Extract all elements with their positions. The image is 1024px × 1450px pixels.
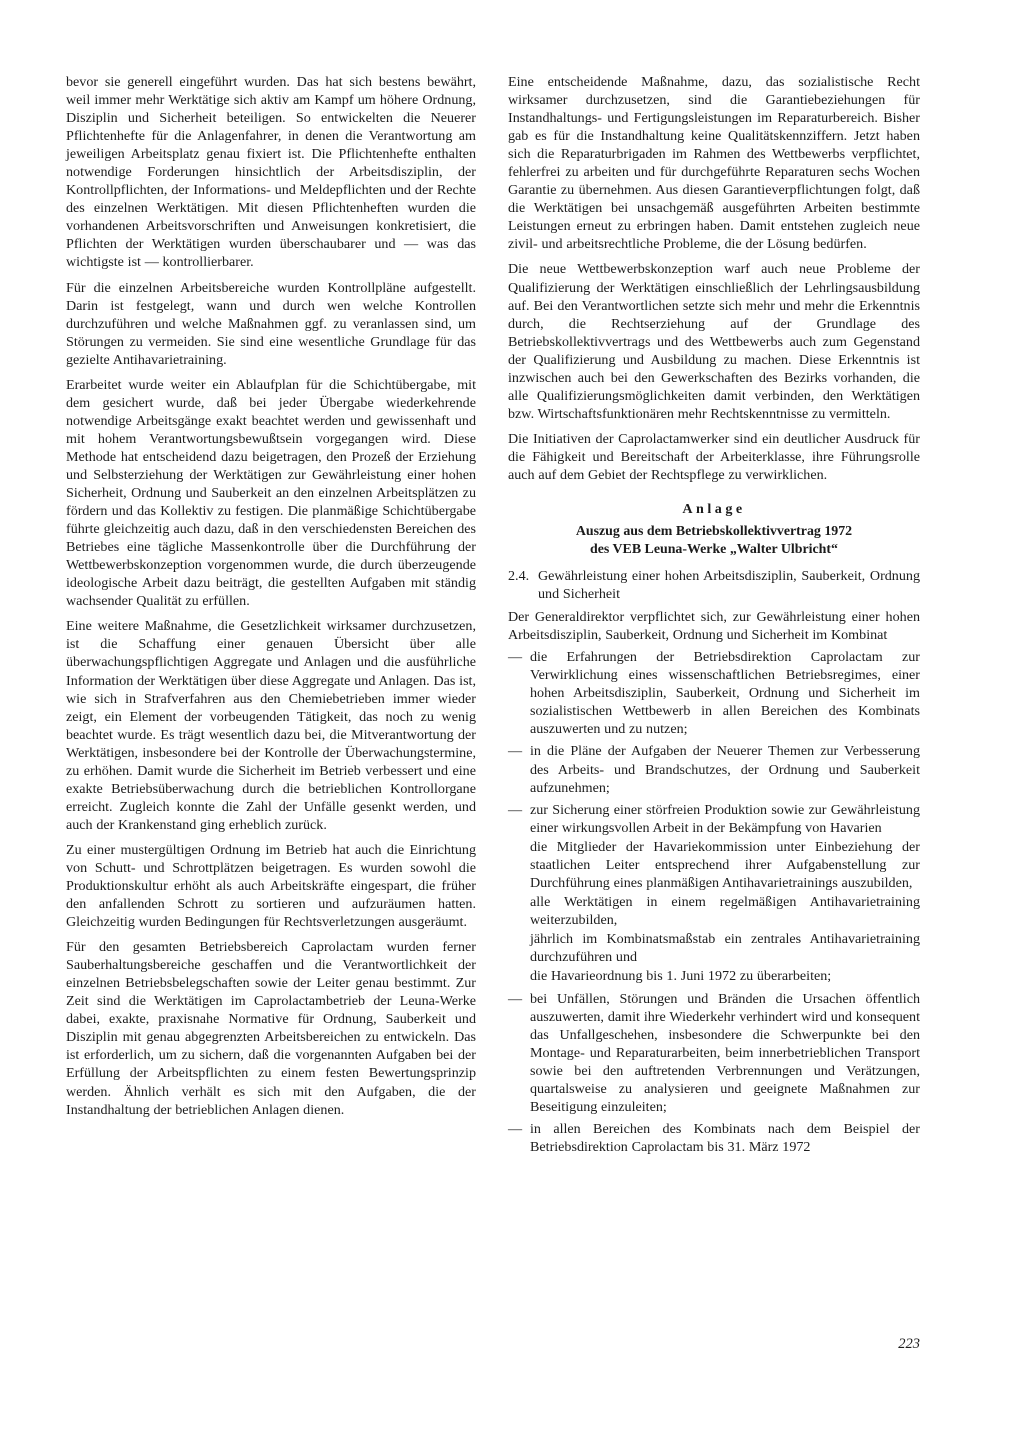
paragraph: Für die einzelnen Arbeitsbereiche wurden Kontrollpläne aufgestellt. Darin ist festgelegt, wann und durch wen welche Kontrollen durchzuführen und welche Maßnahmen ggf. zu veranlassen sind, um Störungen zu vermeiden. Sie sind eine wesentliche Grundlage für das gezielte Antihavarietraining. (66, 279, 476, 368)
paragraph: Die Initiativen der Caprolactamwerker sind ein deutlicher Ausdruck für die Fähigkeit und Bereitschaft der Arbeiterklasse, ihre Führungsrolle auch auf dem Gebiet der Rechtspflege zu verwirklichen. (508, 430, 920, 483)
paragraph: Erarbeitet wurde weiter ein Ablaufplan für die Schichtübergabe, mit dem gesichert wurde, daß bei jeder Übergabe wiederkehrende notwendige Arbeitsgänge exakt beachtet werden und gewissenhaft und mit hohem Verantwortungsbewußtsein vorgegangen wird. Diese Methode hat entscheidend dazu beigetragen, den Prozeß der Erziehung und Selbsterziehung der Werktätigen zur Gewährleistung einer hohen Sicherheit, Ordnung und Sauberkeit an den einzelnen Arbeitsplätzen zu fördern und das Kollektiv zu festigen. Die planmäßige Schichtübergabe führte gleichzeitig auch dazu, daß in den verschiedensten Bereichen des Betriebes eine tägliche Massenkontrolle über die Durchführung der Wettbewerbskonzeption vorgenommen wurde, die durch überzeugende ideologische Arbeit dazu beiträgt, die gestellten Aufgaben mit ständig wachsender Qualität zu erfüllen. (66, 376, 476, 610)
section-intro: Der Generaldirektor verpflichtet sich, zur Gewährleistung einer hohen Arbeitsdisziplin, Sauberkeit, Ordnung und Sicherheit im Kombinat (508, 609, 920, 644)
section-heading (508, 567, 920, 603)
page-number: 223 (898, 1336, 920, 1352)
sub-item-text: alle Werktätigen in einem regelmäßigen Antihavarietraining weiterzubilden, (530, 893, 920, 928)
section-title: Gewährleistung einer hohen Arbeitsdisziplin, Sauberkeit, Ordnung und Sicherheit (538, 568, 920, 603)
dash-marker: — (508, 649, 523, 666)
paragraph: Zu einer mustergültigen Ordnung im Betrieb hat auch die Einrichtung von Schutt- und Schrottplätzen beigetragen. Es wurden sowohl die Produktionskultur erhöht als auch Arbeitskräfte eingespart, die früher den anfallenden Schrott zu sortieren und aufzuräumen hatten. Gleichzeitig wurden Bedingungen für Rechtsverletzungen ausgeräumt. (66, 841, 476, 931)
appendix-heading: Anlage (682, 501, 746, 518)
list-item-text: die Erfahrungen der Betriebsdirektion Caprolactam zur Verwirklichung eines wissenschaftlichen Betriebsregimes, einer hohen Arbeitsdisziplin, Sauberkeit, Ordnung und Sicherheit im sozialistischen Wettbewerb in allen Bereichen des Kombinats auszuwerten und zu nutzen; (530, 649, 920, 738)
list-item-text: bei Unfällen, Störungen und Bränden die Ursachen öffentlich auszuwerten, damit ihre Wiederkehr verhindert wird und konsequent das Unfallgeschehen, insbesondere die Schwerpunkte bei den Montage- und Reparaturarbeiten, beim innerbetrieblichen Transport sowie bei den auftretenden Verbrennungen und Verätzungen, quartalsweise zu analysieren und geeignete Maßnahmen zur Beseitigung einzuleiten; (530, 991, 920, 1116)
appendix-title-line: des VEB Leuna-Werke „Walter Ulbricht“ (590, 542, 838, 558)
list-item (508, 990, 920, 1116)
appendix-title (508, 523, 920, 559)
dash-marker: — (508, 743, 523, 760)
dash-marker: — (508, 801, 523, 818)
list-item-text: zur Sicherung einer störfreien Produktion sowie zur Gewährleistung einer wirkungsvollen Arbeit in der Bekämpfung von Havarien (530, 801, 920, 836)
dash-marker: — (508, 991, 523, 1008)
list-item (508, 648, 920, 738)
paragraph: Für den gesamten Betriebsbereich Caprolactam wurden ferner Sauberhaltungsbereiche geschaffen und die Verantwortlichkeit der einzelnen Betriebsbelegschaften sowie der Leiter genau bestimmt. Zur Zeit sind die Werktätigen im Caprolactambetrieb der Leuna-Werke dabei, exakte, praxisnahe Normative für Ordnung, Sauberkeit und Disziplin mit genau abgegrenzten Arbeitsbereichen zu entwickeln. Das ist erforderlich, um zu sichern, daß die vorgenannten Aufgaben bei der Erfüllung der Arbeitspflichten zu einem festen Bewertungsprinzip werden. Ähnlich verhält es sich mit den Aufgaben, die der Instandhaltung der betrieblichen Anlagen dienen. (66, 939, 476, 1118)
appendix-title-line: Auszug aus dem Betriebskollektivvertrag 1972 (575, 524, 853, 540)
paragraph: Eine entscheidende Maßnahme, dazu, das sozialistische Recht wirksamer durchzusetzen, sind die Garantiebeziehungen für Instandhaltungs- und Fertigungsleistungen im Reparaturbereich. Bisher gab es für die Instandhaltung keine Qualitätskennziffern. Jetzt haben sich die Reparaturbrigaden im Rahmen des Wettbewerbs verpflichtet, fehlerfrei zu arbeiten und für durchgeführte Reparaturen sechs Wochen Garantie zu übernehmen. Aus diesen Garantieverpflichtungen folgt, daß die Werktätigen bei unsachgemäß ausgeführten Arbeiten bestimmte Leistungen erneut zu erbringen haben. Damit entstehen zugleich neue zivil- und arbeitsrechtliche Probleme, die der Lösung bedürfen. (508, 74, 920, 253)
obligation-list (508, 648, 920, 1156)
left-column (66, 73, 476, 1126)
paragraph: Die neue Wettbewerbskonzeption warf auch neue Probleme der Qualifizierung der Werktätigen einschließlich der Lehrlingsausbildung auf. Bei den Verantwortlichen setzte sich mehr und mehr die Erkenntnis durch, die Rechtserziehung auf der Grundlage des Betriebskollektivvertrags und des Wettbewerbs auch zum Gegenstand der Qualifizierung und Ausbildung zu machen. Diese Erkenntnis ist inzwischen auch bei den Gewerkschaften des Bezirks vorhanden, die alle Qualifizierungsmöglichkeiten damit verbinden, den Werktätigen bzw. Wirtschaftsfunktionären mehr Rechtskenntnisse zu vermitteln. (508, 261, 920, 422)
sub-item-text: die Mitglieder der Havariekommission unter Einbeziehung der staatlichen Leiter entsprechend ihrer Aufgabenstellung zur Durchführung eines planmäßigen Antihavarietrainings auszubilden, (530, 838, 920, 891)
list-item (508, 742, 920, 796)
right-column (508, 73, 920, 1160)
list-item (508, 801, 920, 986)
section-number: 2.4. (508, 568, 530, 585)
list-item-text: in die Pläne der Aufgaben der Neuerer Themen zur Verbesserung des Arbeits- und Brandschutzes, der Ordnung und Sauberkeit aufzunehmen; (530, 743, 920, 796)
paragraph: Eine weitere Maßnahme, die Gesetzlichkeit wirksamer durchzusetzen, ist die Schaffung einer genauen Übersicht über alle überwachungspflichtigen Aggregate und Anlagen und die ausführliche Information der Werktätigen über diese Aggregate und Anlagen. Das ist, wie sich in Strafverfahren aus den Chemiebetrieben immer wieder zeigt, ein Element der vorbeugenden Tätigkeit, das noch zu wenig beachtet wurde. Es trägt wesentlich dazu bei, die Mitverantwortung der Werktätigen, insbesondere bei der Kontrolle der Überwachungstermine, zu erhöhen. Damit wurde die Sicherheit im Betrieb verbessert und eine exakte Betriebsüberwachung durch die betrieblichen Kontrollorgane erreicht. Zugleich konnte die Zahl der Unfälle gesenkt werden, und auch der Krankenstand ging erheblich zurück. (66, 618, 476, 833)
sub-item-text: die Havarieordnung bis 1. Juni 1972 zu überarbeiten; (530, 968, 832, 985)
list-item-body (530, 801, 920, 986)
paragraph: bevor sie generell eingeführt wurden. Das hat sich bestens bewährt, weil immer mehr Werktätige sich aktiv am Kampf um höhere Ordnung, Disziplin und Sicherheit beteiligen. So entwickelten die Neuerer Pflichtenhefte für die Anlagenfahrer, in denen die Verantwortung am jeweiligen Arbeitsplatz genau fixiert ist. Die Pflichtenhefte enthalten notwendige Forderungen hinsichtlich der Arbeitsdisziplin, der Kontrollpflichten, der Informations- und Meldepflichten und der Rechte des einzelnen Werktätigen. Mit diesen Pflichtenheften wurden die vorhandenen Arbeitsvorschriften und Anweisungen konkretisiert, die Pflichten der Werktätigen wurden überschaubarer und — was das wichtigste ist — kontrollierbarer. (66, 74, 476, 271)
sub-item-text: jährlich im Kombinatsmaßstab ein zentrales Antihavarietraining durchzuführen und (530, 930, 920, 965)
dash-marker: — (508, 1121, 523, 1138)
list-item (508, 1120, 920, 1156)
appendix-heading-block (508, 500, 920, 559)
list-item-text: in allen Bereichen des Kombinats nach dem Beispiel der Betriebsdirektion Caprolactam bis 31. März 1972 (530, 1121, 920, 1156)
